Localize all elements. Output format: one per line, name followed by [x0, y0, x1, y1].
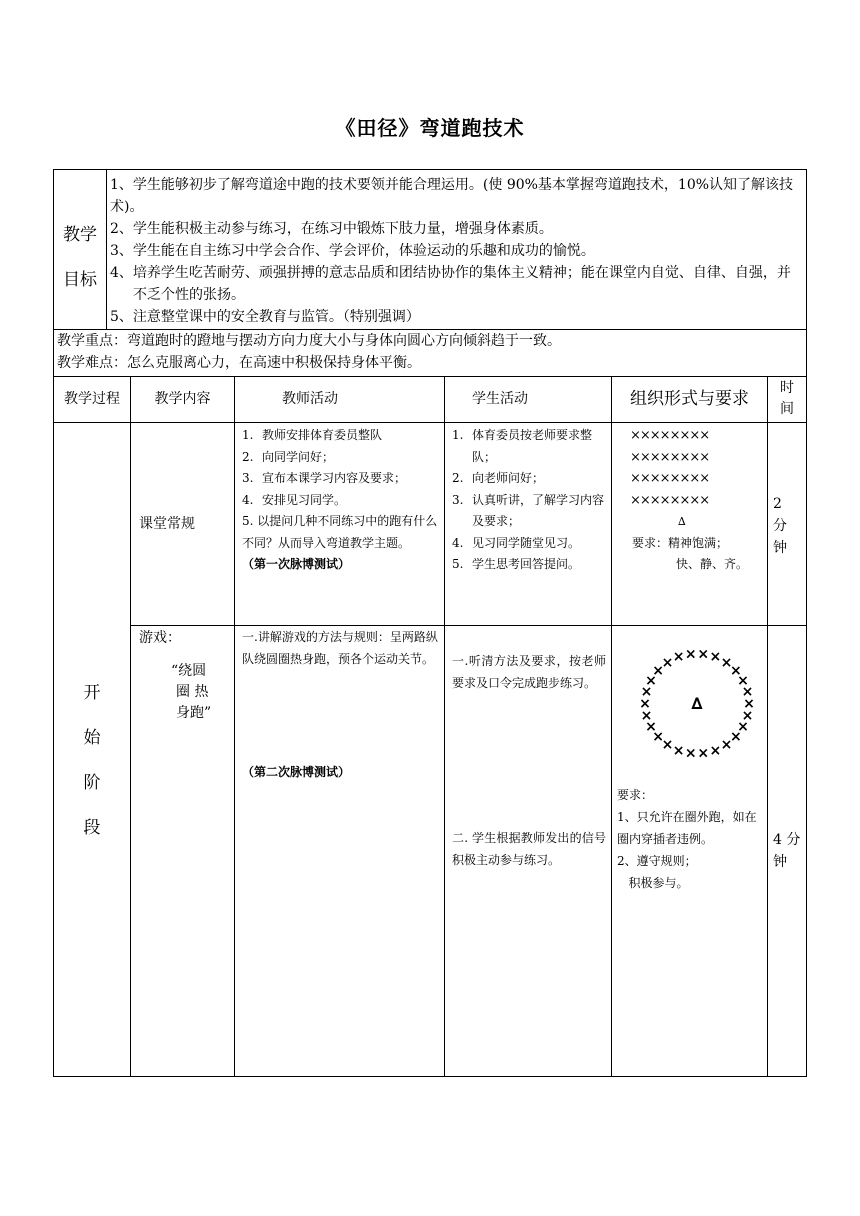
runner-mark: × — [737, 672, 749, 689]
header-time-line1: 时 — [780, 380, 794, 396]
runner-mark: × — [730, 729, 742, 746]
runner-mark: × — [684, 745, 697, 761]
pulse-test-1: （第一次脉博测试） — [242, 557, 351, 571]
runner-mark: × — [709, 742, 722, 759]
runner-mark: × — [741, 684, 754, 700]
row1-student — [452, 425, 608, 576]
runner-mark: × — [640, 684, 653, 700]
game-name-line: 圈 热 — [176, 684, 209, 700]
teacher-explain: 一.讲解游戏的方法与规则：呈两路纵队绕圆圈热身跑，预各个运动关节。 — [242, 630, 438, 666]
row2-requirements — [617, 784, 765, 894]
objective-item: 5、注意整堂课中的安全教育与监管。（特别强调） — [110, 309, 420, 325]
objectives-label — [54, 213, 106, 303]
runner-mark: × — [697, 745, 710, 761]
header-teacher: 教师活动 — [282, 391, 338, 407]
requirement-line: 1、只允许在圈外跑，如在圈内穿插者违例。 — [617, 810, 757, 846]
game-name-line: 身跑” — [176, 705, 212, 721]
pulse-test-2: （第二次脉博测试） — [242, 765, 351, 779]
runner-mark: × — [730, 662, 742, 679]
runner-mark: × — [645, 672, 657, 689]
header-organization: 组织形式与要求 — [630, 389, 749, 409]
teacher-step: 3. 宣布本课学习内容及要求； — [242, 471, 407, 485]
header-content: 教学内容 — [154, 391, 211, 407]
row2-student-1: 一.听清方法及要求，按老师要求及口令完成跑步练习。 — [452, 654, 606, 690]
formation-row: ×××××××× — [630, 492, 710, 508]
header-time-line2: 间 — [780, 401, 794, 417]
runner-mark: × — [743, 696, 755, 712]
circle-run-diagram — [636, 645, 758, 761]
time-char: 钟 — [773, 540, 787, 556]
row1-time — [773, 493, 803, 559]
runner-mark: × — [672, 649, 685, 666]
page-title: 《田径》弯道跑技术 — [335, 116, 525, 140]
runner-mark: × — [661, 654, 674, 671]
requirement-line: 快、静、齐。 — [676, 557, 749, 571]
teacher-mark: ∆ — [678, 515, 686, 528]
game-label: 游戏： — [139, 630, 181, 646]
student-step: 1. 体育委员按老师要求整队； — [452, 428, 593, 464]
stage-char: 段 — [83, 818, 101, 838]
game-name-line: “绕圆 — [171, 663, 207, 679]
objective-item: 2、学生能积极主动参与练习，在练习中锻炼下肢力量，增强身体素质。 — [110, 221, 553, 237]
runner-mark: × — [741, 708, 754, 724]
requirement-line: 2、遵守规则； — [617, 854, 697, 868]
runner-mark: × — [640, 708, 653, 724]
row1-teacher — [242, 425, 438, 576]
header-process: 教学过程 — [64, 391, 120, 407]
teacher-step-5: 5. 以提问几种不同练习中的跑有什么不同？从而导入弯道教学主题。 — [242, 514, 438, 550]
requirement-line: 要求： — [617, 788, 654, 802]
runner-mark: × — [709, 649, 722, 666]
stage-label — [54, 671, 130, 851]
center-triangle-icon: ∆ — [691, 694, 703, 713]
student-step: 5. 学生思考回答提问。 — [452, 557, 581, 571]
student-step: 3. 认真听讲，了解学习内容及要求； — [452, 492, 605, 528]
runner-mark: × — [652, 662, 664, 679]
stage-char: 始 — [83, 728, 101, 748]
objectives-label-line2: 目标 — [63, 270, 97, 290]
stage-char: 阶 — [83, 773, 101, 793]
row1-content: 课堂常规 — [139, 516, 195, 532]
runner-mark: × — [720, 737, 733, 754]
runner-mark: × — [737, 719, 749, 736]
runner-mark: × — [684, 646, 697, 663]
row2-time: 4 分钟 — [773, 832, 801, 870]
runner-mark: × — [720, 654, 733, 671]
formation-row: ×××××××× — [630, 471, 710, 486]
formation-row: ×××××××× — [630, 449, 710, 465]
requirement-line: 要求：精神饱满； — [632, 535, 729, 550]
teacher-step: 2. 向同学问好； — [242, 449, 335, 464]
row2-teacher — [242, 627, 440, 670]
objective-item: 1、学生能够初步了解弯道途中跑的技术要领并能合理运用。(使 90%基本掌握弯道跑技术，10%认知了解该技术)。 — [110, 177, 794, 215]
runner-mark: × — [652, 729, 664, 746]
time-char: 分 — [773, 518, 787, 534]
runner-mark: × — [661, 737, 674, 754]
runner-mark: × — [645, 719, 657, 736]
runner-mark: × — [697, 646, 710, 663]
objective-item: 4、培养学生吃苦耐劳、顽强拼搏的意志品质和团结协协作的集体主义精神；能在课堂内自觉、自律、自强，并不乏个性的张扬。 — [110, 265, 791, 303]
objectives-label-line1: 教学 — [63, 225, 97, 245]
requirement-line: 积极参与。 — [617, 876, 689, 890]
row2-content — [139, 627, 233, 724]
stage-char: 开 — [83, 683, 101, 703]
teacher-step: 4. 安排见习同学。 — [242, 492, 347, 507]
difficulty: 教学难点：怎么克服离心力，在高速中积极保持身体平衡。 — [57, 355, 421, 371]
runner-mark: × — [672, 742, 685, 759]
student-step: 4. 见习同学随堂见习。 — [452, 535, 581, 550]
header-student: 学生活动 — [472, 391, 528, 407]
teacher-step: 1. 教师安排体育委员整队 — [242, 428, 383, 442]
formation-row: ×××××××× — [630, 428, 710, 443]
row1-organization — [630, 425, 766, 576]
circle-diagram-svg — [636, 645, 758, 761]
objectives-list — [110, 174, 804, 328]
runner-mark: × — [639, 696, 651, 712]
game-name — [139, 661, 233, 724]
key-point: 教学重点：弯道跑时的蹬地与摆动方向力度大小与身体向圆心方向倾斜趋于一致。 — [57, 333, 561, 349]
header-time — [768, 378, 806, 420]
objective-item: 3、学生能在自主练习中学会合作、学会评价，体验运动的乐趣和成功的愉悦。 — [110, 243, 595, 259]
student-step: 2. 向老师问好； — [452, 471, 545, 485]
time-char: 2 — [773, 496, 782, 512]
row2-student-2: 二. 学生根据教师发出的信号积极主动参与练习。 — [452, 831, 606, 867]
